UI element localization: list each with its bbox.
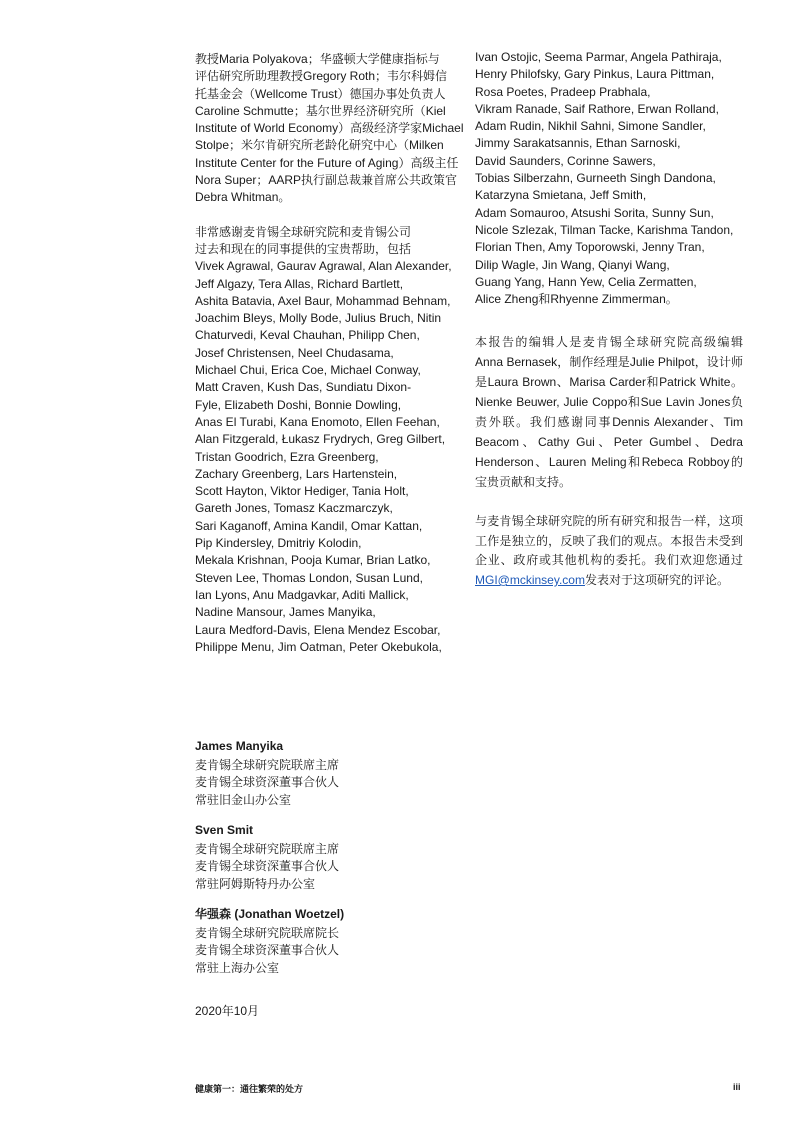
text-line: Dilip Wagle, Jin Wang, Qianyi Wang, [475,257,670,272]
text-line: Tristan Goodrich, Ezra Greenberg, [195,449,379,464]
signatory-name: 华强森 (Jonathan Woetzel) [195,907,345,921]
text-line: Alice Zheng和Rhyenne Zimmerman。 [475,292,678,307]
independence-paragraph [475,512,743,590]
footer-title: 健康第一：通往繁荣的处方 [195,1085,304,1095]
text-line: Institute of World Economy）高级经济学家Michael [195,121,464,136]
text-line: Rosa Poetes, Pradeep Prabhala, [475,84,651,99]
email-link[interactable]: MGI@mckinsey.com [475,572,585,587]
independence-text-end: 发表对于这项研究的评论。 [584,572,729,587]
text-line: Nadine Mansour, James Manyika, [195,605,376,620]
text-line: Chaturvedi, Keval Chauhan, Philipp Chen, [195,328,420,343]
signature-block [195,906,455,977]
acknowledgement-paragraph-experts [195,51,465,207]
text-line: Ashita Batavia, Axel Baur, Mohammad Behnam, [195,293,451,308]
text-line: 托基金会（Wellcome Trust）德国办事处负责人 [195,86,446,101]
signature-block [195,822,455,893]
text-line: Debra Whitman。 [195,190,291,205]
signatory-name: Sven Smit [195,823,254,837]
signatory-office: 常驻阿姆斯特丹办公室 [195,876,316,891]
text-line: Caroline Schmutte；基尔世界经济研究所（Kiel [195,103,446,118]
text-line: David Saunders, Corinne Sawers, [475,153,656,168]
right-column [475,49,743,590]
signatory-title: 麦肯锡全球研究院联席主席 [195,757,340,772]
text-line: 非常感谢麦肯锡全球研究院和麦肯锡公司 [195,224,412,239]
text-line: Fyle, Elizabeth Doshi, Bonnie Dowling, [195,397,402,412]
text-line: Pip Kindersley, Dmitriy Kolodin, [195,536,362,551]
text-line: Institute Center for the Future of Aging）高级主任 [195,155,459,170]
text-line: Laura Medford-Davis, Elena Mendez Escobar, [195,622,441,637]
signatory-name: James Manyika [195,739,284,753]
signatory-title: 麦肯锡全球资深董事合伙人 [195,943,340,957]
independence-text: 与麦肯锡全球研究院的所有研究和报告一样，这项工作是独立的，反映了我们的观点。本报告未受到企业、政府或其他机构的委托。我们欢迎您通过 [475,514,743,568]
text-line: Tobias Silberzahn, Gurneeth Singh Dandona, [475,171,716,186]
text-line: Gareth Jones, Tomasz Kaczmarczyk, [195,501,393,516]
text-line: Katarzyna Smietana, Jeff Smith, [475,188,647,203]
text-line: Ivan Ostojic, Seema Parmar, Angela Pathiraja, [475,50,722,64]
text-line: 教授Maria Polyakova；华盛顿大学健康指标与 [195,52,440,66]
text-line: Guang Yang, Hann Yew, Celia Zermatten, [475,274,697,289]
text-line: Jimmy Sarakatsannis, Ethan Sarnoski, [475,136,681,151]
text-line: Zachary Greenberg, Lars Hartenstein, [195,466,398,481]
signatory-office: 常驻上海办公室 [195,960,280,975]
text-line: Josef Christensen, Neel Chudasama, [195,345,394,360]
page-number: iii [733,1082,741,1092]
acknowledgement-names-continued [475,49,743,308]
signatory-title: 麦肯锡全球资深董事合伙人 [195,775,340,789]
text-line: Stolpe；米尔肯研究所老龄化研究中心（Milken [195,138,444,153]
text-line: 过去和现在的同事提供的宝贵帮助，包括 [195,241,412,256]
text-line: Mekala Krishnan, Pooja Kumar, Brian Latko, [195,553,431,568]
signature-block [195,738,455,809]
text-line: Nora Super；AARP执行副总裁兼首席公共政策官 [195,173,458,188]
text-line: Steven Lee, Thomas London, Susan Lund, [195,570,423,585]
left-column [195,51,465,656]
text-line: Adam Rudin, Nikhil Sahni, Simone Sandler, [475,119,706,134]
acknowledgement-paragraph-colleagues [195,224,465,656]
text-line: Joachim Bleys, Molly Bode, Julius Bruch, Nitin [195,311,442,326]
text-line: Nicole Szlezak, Tilman Tacke, Karishma Tandon, [475,222,734,237]
text-line: Sari Kaganoff, Amina Kandil, Omar Kattan, [195,518,423,533]
signatory-title: 麦肯锡全球研究院联席院长 [195,925,340,940]
text-line: Jeff Algazy, Tera Allas, Richard Bartlett, [195,276,404,291]
text-line: Ian Lyons, Anu Madgavkar, Aditi Mallick, [195,587,409,602]
text-line: Florian Then, Amy Toporowski, Jenny Tran, [475,240,705,255]
signatory-title: 麦肯锡全球研究院联席主席 [195,841,340,856]
text-line: Anas El Turabi, Kana Enomoto, Ellen Feehan, [195,414,440,429]
text-line: 评估研究所助理教授Gregory Roth；韦尔科姆信 [195,69,448,84]
text-line: Philippe Menu, Jim Oatman, Peter Okebukola, [195,639,442,654]
text-line: Matt Craven, Kush Das, Sundiatu Dixon- [195,380,412,395]
text-line: Michael Chui, Erica Coe, Michael Conway, [195,363,421,378]
text-line: Adam Somauroo, Atsushi Sorita, Sunny Sun, [475,205,714,220]
text-line: Scott Hayton, Viktor Hediger, Tania Holt, [195,484,409,499]
signatory-office: 常驻旧金山办公室 [195,792,292,807]
editors-paragraph: 本报告的编辑人是麦肯锡全球研究院高级编辑Anna Bernasek，制作经理是Julie Philpot，设计师是Laura Brown、Marisa Carder和Patrick White。Nienke Beuwer, Julie Coppo和Sue Lavin Jones负责外联。我们感谢同事Dennis Alexander、Tim Beacom、Cathy Gui、Peter Gumbel、Dedra Henderson、Lauren Meling和Rebeca Robboy的宝贵贡献和支持。 [475,335,743,490]
text-line: Vivek Agrawal, Gaurav Agrawal, Alan Alexander, [195,259,452,274]
publication-date: 2020年10月 [195,1004,260,1018]
text-line: Vikram Ranade, Saif Rathore, Erwan Rolland, [475,101,719,116]
signatory-title: 麦肯锡全球资深董事合伙人 [195,859,340,873]
text-line: Henry Philofsky, Gary Pinkus, Laura Pittman, [475,67,715,82]
text-line: Alan Fitzgerald, Łukasz Frydrych, Greg Gilbert, [195,432,446,447]
